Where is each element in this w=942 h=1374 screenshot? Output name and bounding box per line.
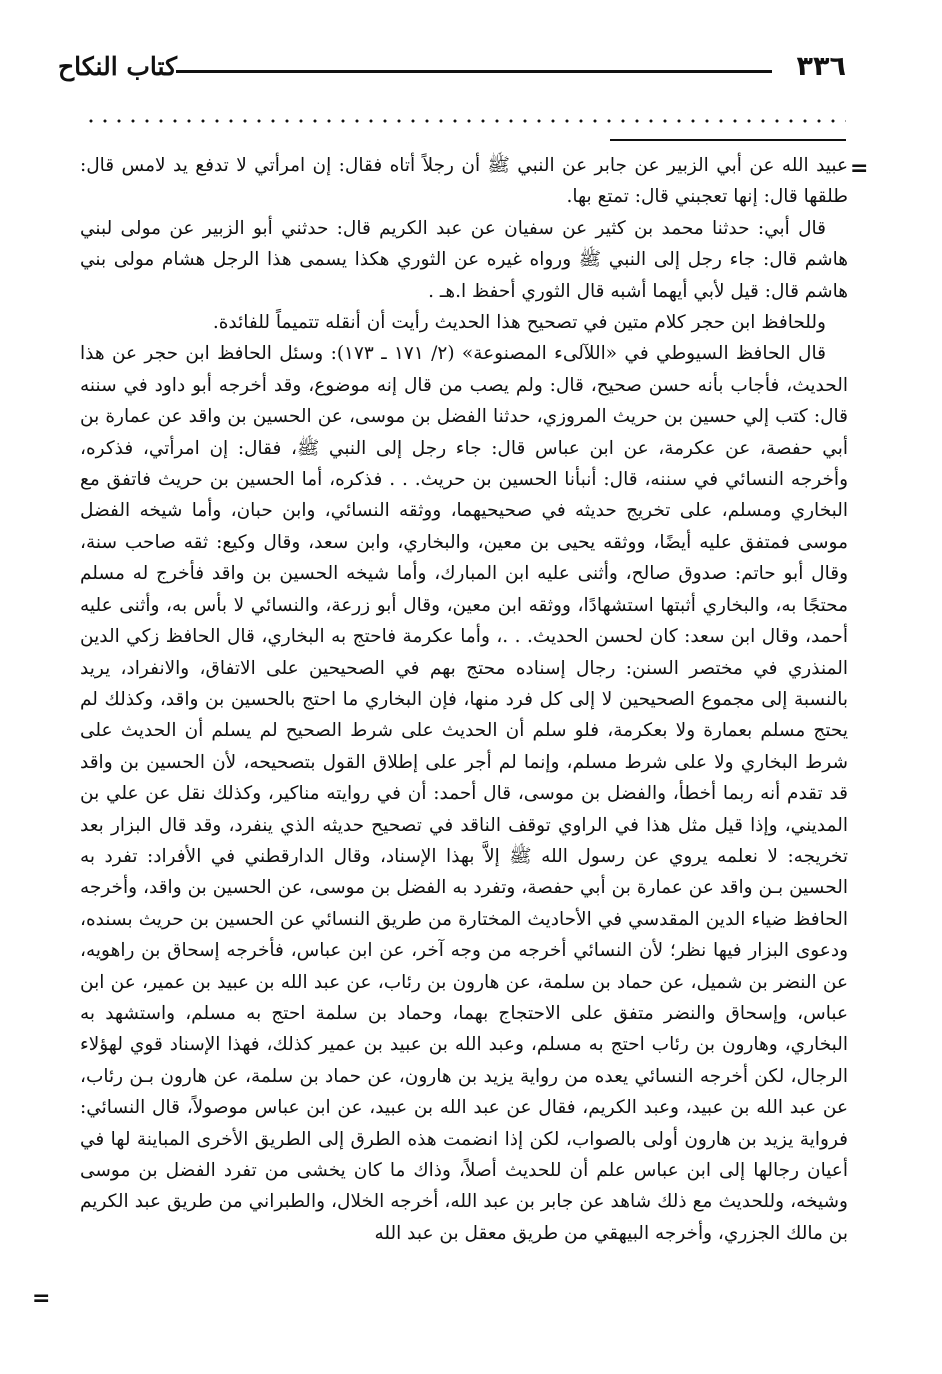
continuation-mark-top: = (850, 156, 869, 181)
footnote-rule (610, 139, 846, 141)
footnote-paragraph: وللحافظ ابن حجر كلام متين في تصحيح هذا الحديث رأيت أن أنقله تتميماً للفائدة. (212, 312, 826, 334)
header-rule (176, 70, 772, 73)
continuation-mark-bottom: = (32, 1286, 51, 1311)
footnote-text (80, 150, 848, 1249)
footnote-paragraph: قال الحافظ السيوطي في «اللآلىء المصنوعة» (٢/ ١٧١ ـ ١٧٣): وسئل الحافظ ابن حجر عن هذا الحديث، فأجاب بأنه حسن صحيح، قال: ولم يصب من قال إنه موضوع، وقد أخرجه أبو داود في سننه قال: كتب إلي حسين بن حريث المروزي، حدثنا الفضل بن موسى، عن الحسين بن واقد عن عمارة بن أبي حفصة، عن عكرمة، عن ابن عباس قال: جاء رجل إلى النبي ﷺ، فقال: إن امرأتي، فذكره، وأخرجه النسائي في سننه، قال: أنبأنا الحسين بن حريث. . . فذكره، أما الحسين بن حريث فاتفق مع البخاري ومسلم، على تخريج حديثه في صحيحيهما، ووثقه النسائي، وابن حبان، وأما شيخه الفضل موسى فمتفق عليه أيضًا، ووثقه يحيى بن معين، والبخاري، وابن سعد، وقال وكيع: ثقه صاحب سنة، وقال أبو حاتم: صدوق صالح، وأثنى عليه ابن المبارك، وأما شيخه الحسين بن واقد فأخرج له مسلم محتجًا به، والبخاري أثبتها استشهادًا، ووثقه ابن معين، وقال أبو زرعة، والنسائي لا بأس به، وأثنى عليه أحمد، وقال ابن سعد: كان لحسن الحديث. . .، وأما عكرمة فاحتج به البخاري، قال الحافظ زكي الدين المنذري في مختصر السنن: رجال إسناده محتج بهم في الصحيحين على الاتفاق، والانفراد، يريد بالنسبة إلى مجموع الصحيحين لا إلى كل فرد منها، فإن البخاري ما احتج بالحسين بن واقد، وكذلك لم يحتج مسلم بعمارة ولا بعكرمة، فلو سلم أن الحديث على شرط الصحيح لم يسلم أن الحديث على شرط البخاري ولا على شرط مسلم، وإنما لم أجر على إطلاق القول بتصحيحه، لأن الحسين بن واقد قد تقدم أنه ربما أخطأ، والفضل بن موسى، قال أحمد: أن في روايته مناكير، وكذلك نقل عن علي بن المديني، وإذا قيل مثل هذا في الراوي توقف الناقد في تصحيح حديثه الذي ينفرد، وقد قال البزار بعد تخريجه: لا نعلمه يروي عن رسول الله ﷺ إلاَّ بهذا الإسناد، وقال الدارقطني في الأفراد: تفرد به الحسين بـن واقد عن عمارة بن أبي حفصة، وتفرد به الفضل بن موسى، عن الحسين بن واقد، وأخرجه الحافظ ضياء الدين المقدسي في الأحاديث المختارة من طريق النسائي عن الحسين بن حريث بسنده، ودعوى البزار فيها نظر؛ لأن النسائي أخرجه من وجه آخر، عن ابن عباس، فأخرجه إسحاق بن راهويه، عن النضر بن شميل، عن حماد بن سلمة، عن هارون بن رئاب، عن عبد الله بن عبيد بن عمير، عن ابن عباس، وإسحاق والنضر متفق على الاحتجاج بهما، وحماد بن سلمة احتج به مسلم، واستشهد به البخاري، وهارون بن رئاب احتج به مسلم، وعبد الله بن عبيد بن عمير كذلك، فهذا الإسناد قوي لهؤلاء الرجال، لكن أخرجه النسائي يعده من رواية يزيد بن هارون، عن حماد بن سلمة، عن هارون بـن رئاب، عن عبد الله بن عبيد، وعبد الكريم، فقال عن عبد الله بن عبيد، عن ابن عباس موصولاً، قال النسائي: فرواية يزيد بن هارون أولى بالصواب، لكن إذا انضمت هذه الطرق إلى الطريق الأخرى المباينة لها في أعيان رجالها إلى ابن عباس علم أن للحديث أصلاً، وذاك ما كان يخشى من تفرد الفضل بن موسى وشيخه، وللحديث مع ذلك شاهد عن جابر بن عبد الله، أخرجه الخلال، والطبراني من طريق عبد الكريم بن مالك الجزري، وأخرجه البيهقي من طريق معقل بن عبد الله (80, 343, 848, 1244)
book-title: كتاب النكاح (58, 52, 177, 81)
footnote-paragraph: قال أبي: حدثنا محمد بن كثير عن سفيان عن عبد الكريم قال: حدثني أبو الزبير عن مولى لبني هاشم قال: جاء رجل إلى النبي ﷺ ورواه غيره عن الثوري هكذا يسمى هذا الرجل هشام مولى بني هاشم قال: قيل لأبي أيهما أشبه قال الثوري أحفظ ا.هـ . (80, 217, 848, 302)
dotted-separator (84, 118, 846, 124)
footnote-paragraph: عبيد الله عن أبي الزبير عن جابر عن النبي ﷺ أن رجلاً أتاه فقال: إن امرأتي لا تدفع يد لامس قال: طلقها قال: إنها تعجبني قال: تمتع بها. (80, 155, 848, 208)
page-header (58, 50, 846, 90)
page-number: ٣٣٦ (796, 51, 846, 82)
